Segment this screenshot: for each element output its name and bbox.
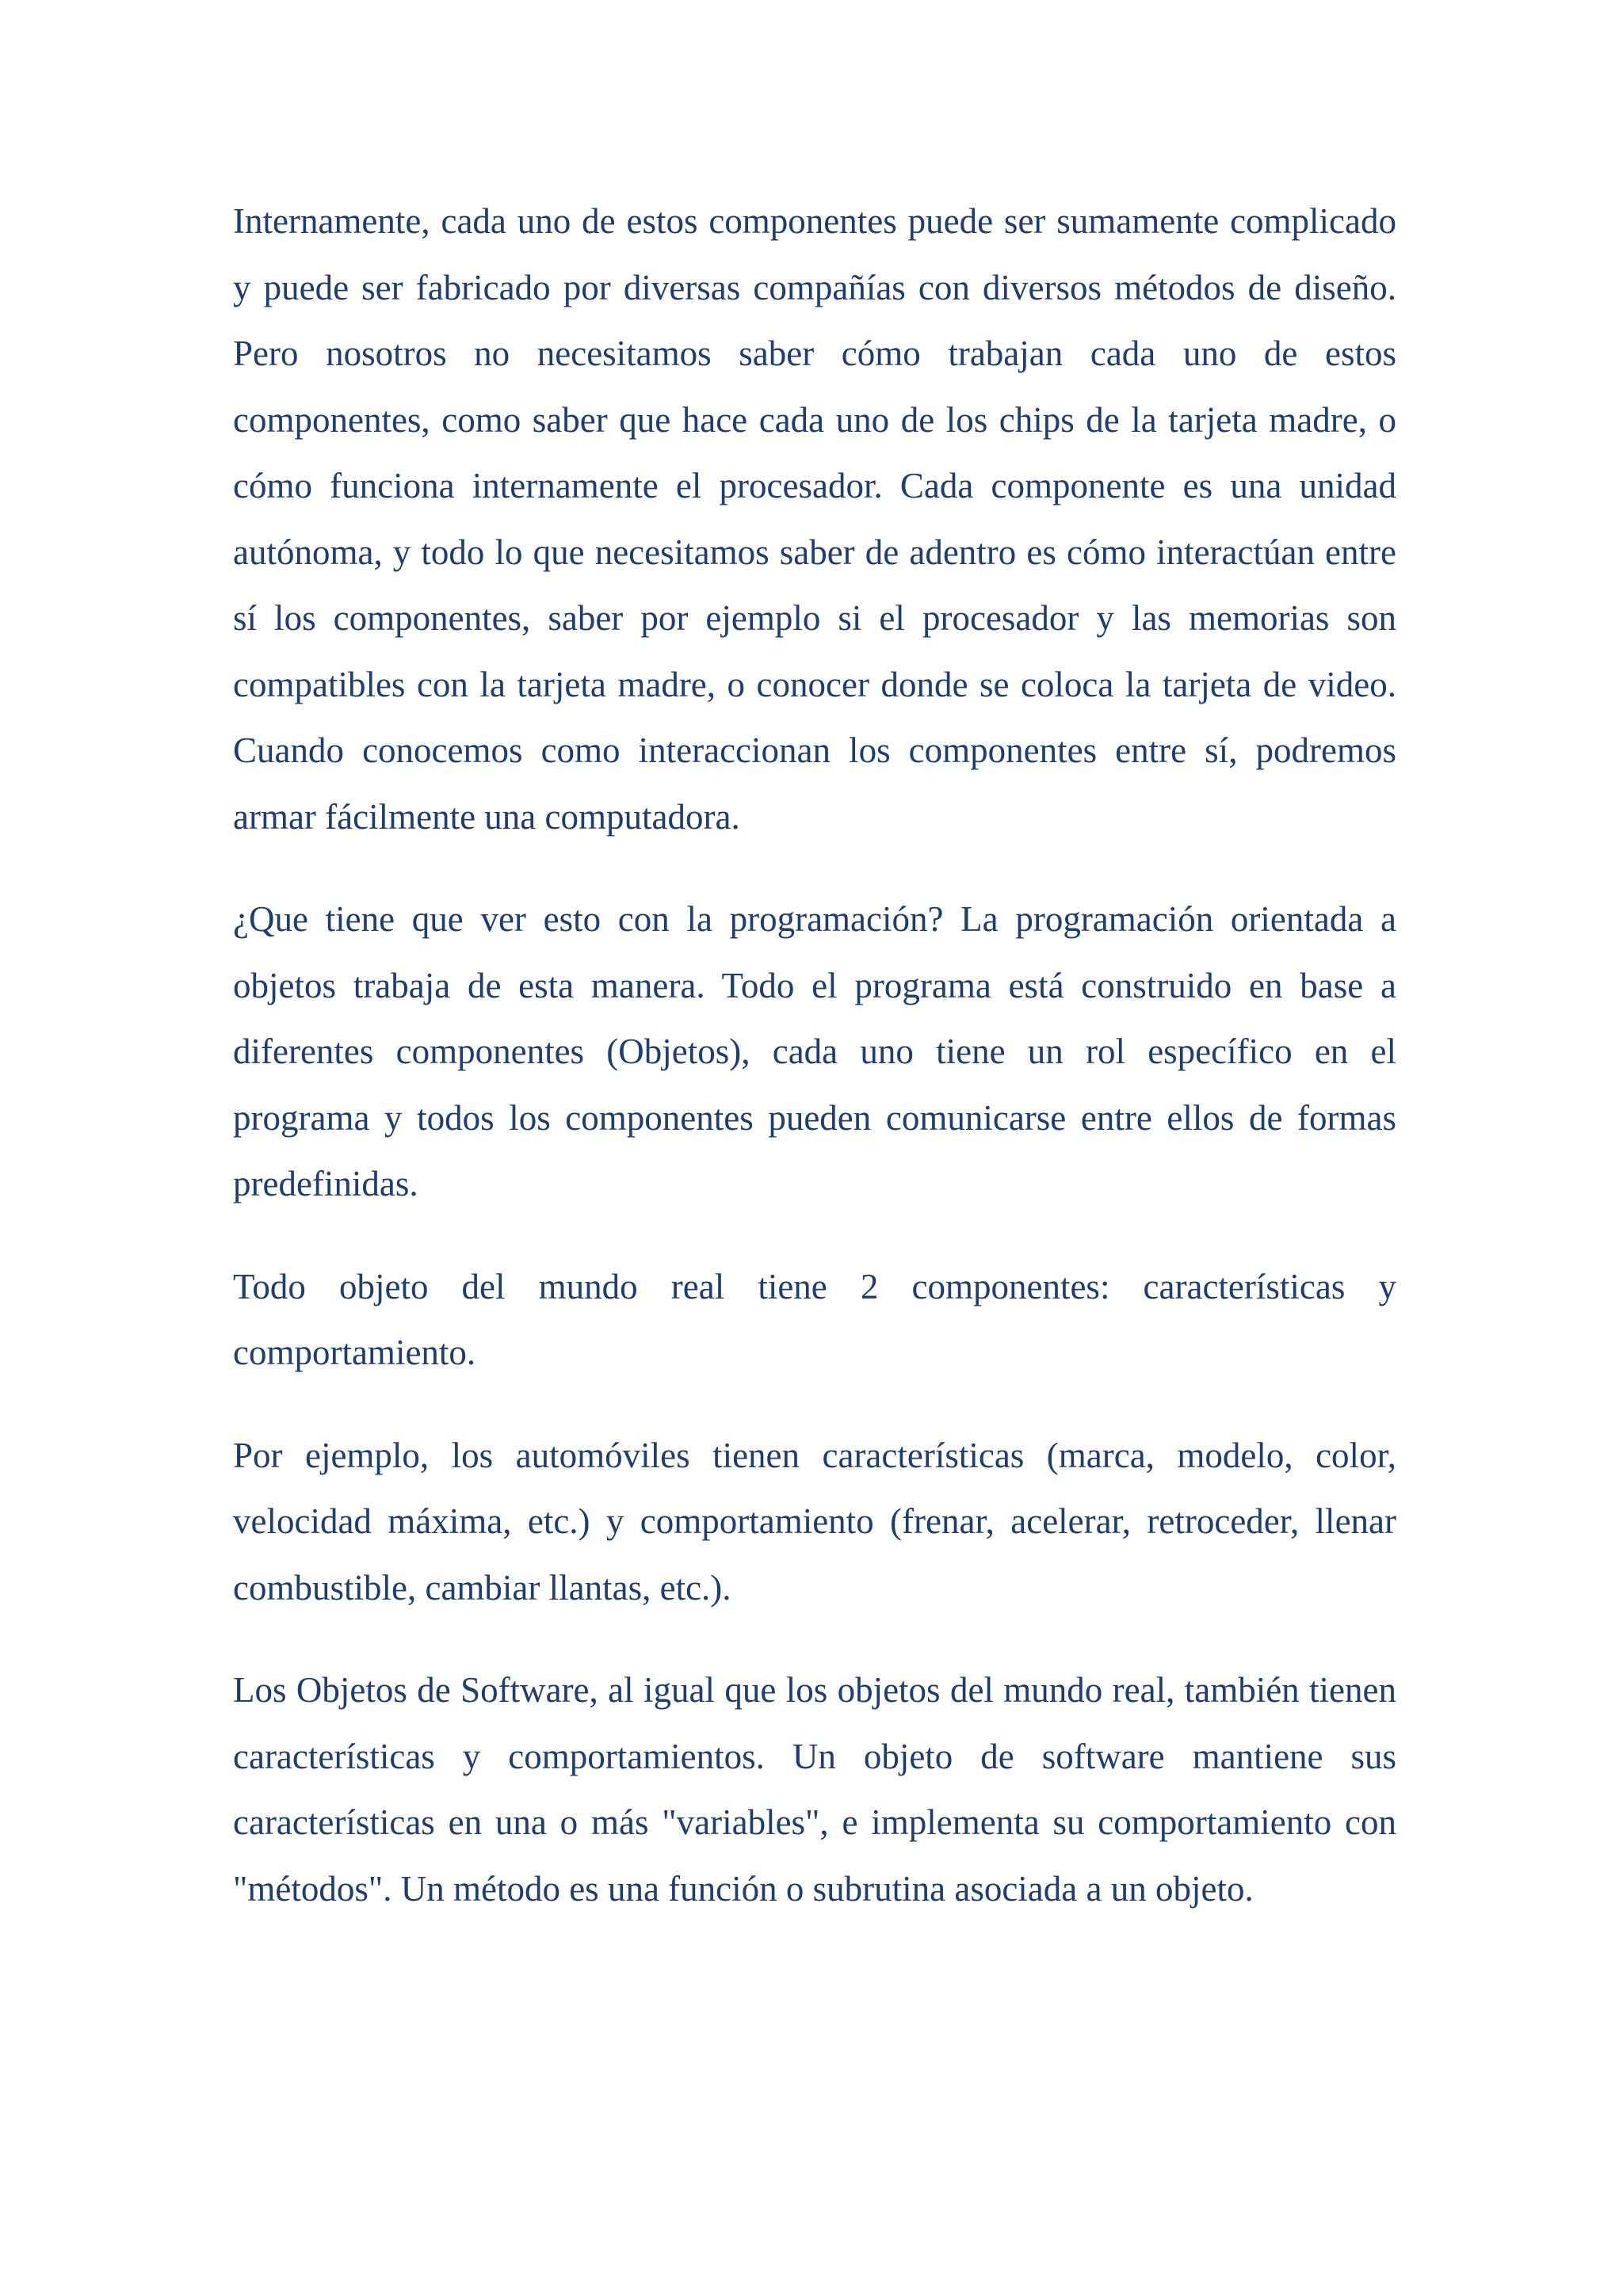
paragraph-real-world-objects: Todo objeto del mundo real tiene 2 componentes: características y comportamiento. — [233, 1266, 1396, 1372]
document-body — [233, 189, 1396, 1958]
paragraph-programming: ¿Que tiene que ver esto con la programación? La programación orientada a objetos trabaja de esta manera. Todo el programa está construido en base a diferentes componentes (Objetos), cada uno tiene un rol específico en el programa y todos los componentes pueden comunicarse entre ellos de formas predefinidas. — [233, 899, 1396, 1203]
paragraph-car-example: Por ejemplo, los automóviles tienen características (marca, modelo, color, velocidad máxima, etc.) y comportamiento (frenar, acelerar, retroceder, llenar combustible, cambiar llantas, etc.). — [233, 1435, 1396, 1608]
paragraph-software-objects: Los Objetos de Software, al igual que los objetos del mundo real, también tienen características y comportamientos. Un objeto de software mantiene sus características en una o más "variables", e implementa su comportamiento con "métodos". Un método es una función o subrutina asociada a un objeto. — [233, 1670, 1396, 1909]
paragraph-components: Internamente, cada uno de estos componentes puede ser sumamente complicado y puede ser fabricado por diversas compañías con diversos métodos de diseño. Pero nosotros no necesitamos saber cómo trabajan cada uno de estos componentes, como saber que hace cada uno de los chips de la tarjeta madre, o cómo funciona internamente el procesador. Cada componente es una unidad autónoma, y todo lo que necesitamos saber de adentro es cómo interactúan entre sí los componentes, saber por ejemplo si el procesador y las memorias son compatibles con la tarjeta madre, o conocer donde se coloca la tarjeta de video. Cuando conocemos como interaccionan los componentes entre sí, podremos armar fácilmente una computadora. — [233, 201, 1396, 837]
